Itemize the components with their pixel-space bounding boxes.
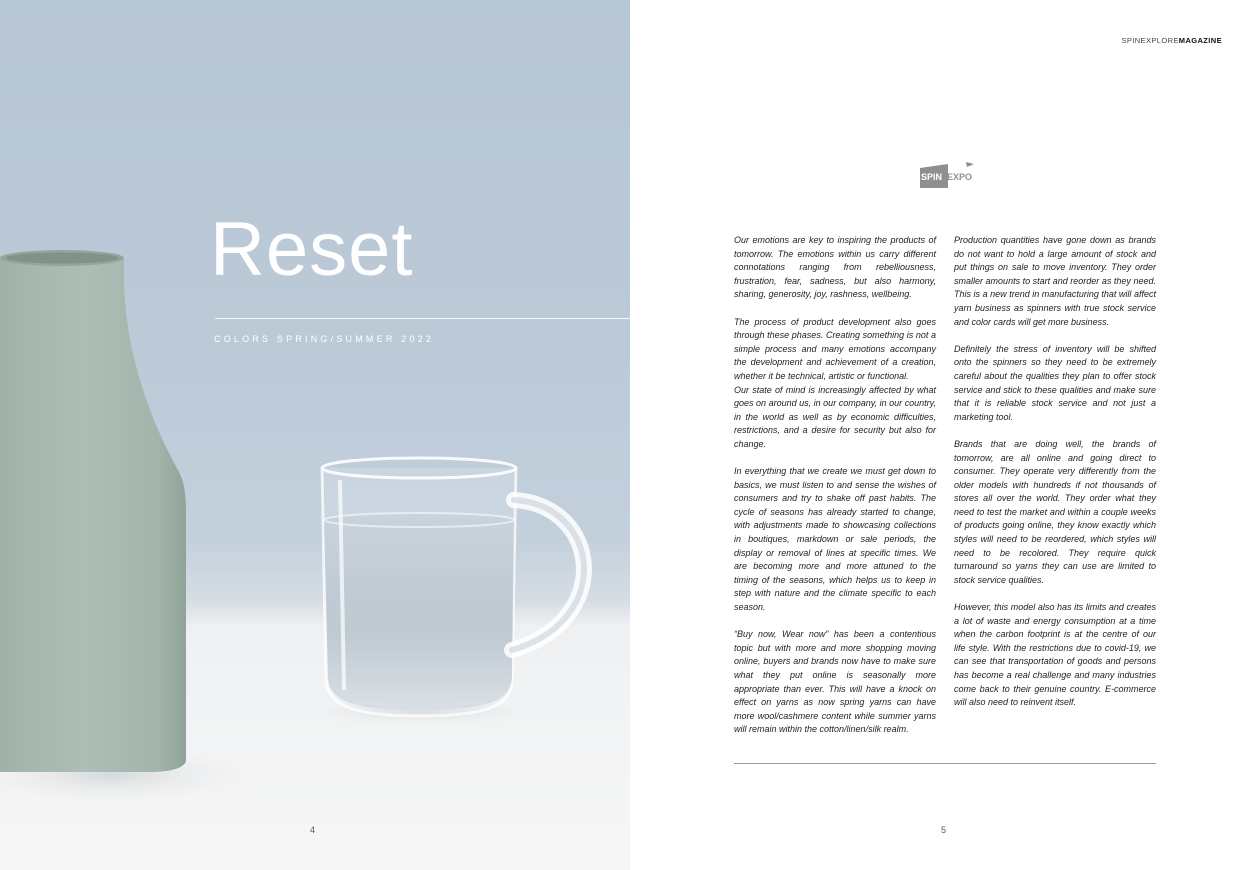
paragraph: Our state of mind is increasingly affected by what goes on around us, in our company, in our country, in the world as well as by economic difficulties, restrictions, and a desire for security but also for change. [734, 384, 936, 449]
logo-text-left: SPIN [921, 172, 943, 182]
article-headline: Reset [210, 207, 414, 292]
paragraph: Our emotions are key to inspiring the products of tomorrow. The emotions within us carry different connotations ranging from rebelliousness, frustration, fear, sadness, but also harmony, sharing, generosity, joy, rashness, wellbeing. [734, 235, 936, 300]
glass-mug [322, 458, 584, 716]
paragraph: Brands that are doing well, the brands of tomorrow, are all online and going direct to consumer. They operate very differently from the older models with hundreds if not thousands of stores all over the world. They order what they need to test the market and within a couple weeks of products going online, they know exactly which styles will need to be reordered, which styles will need to be recolored. They require quick turnaround so yarns they can use are limited to stock service qualities. [954, 438, 1156, 585]
page-number-right: 5 [941, 825, 947, 835]
paragraph: In everything that we create we must get down to basics, we must listen to and sense the wishes of consumers and try to shake off past habits. The cycle of seasons has already started to change, with adjustments made to showcasing collections in boutiques, markdown or sale periods, the display or removal of lines at specific times. We are becoming more and more attuned to the timing of the seasons, which helps us to keep in step with nature and the climate specific to each season. [734, 466, 936, 613]
running-head-brand: SPINEXPLORE [1121, 36, 1179, 45]
text-column-1 [734, 234, 936, 751]
headline-divider [215, 318, 630, 319]
running-head-section: MAGAZINE [1178, 36, 1222, 45]
running-head [1121, 36, 1222, 45]
right-page [630, 0, 1260, 870]
page-number-left: 4 [310, 825, 316, 835]
text-column-2 [954, 234, 1156, 723]
paragraph: Definitely the stress of inventory will be shifted onto the spinners so they need to be extremely careful about the qualities they plan to offer stock service and stick to these qualities and make sure that it is reliable stock service and not just a marketing tool. [954, 343, 1156, 422]
article-subheading: COLORS SPRING/SUMMER 2022 [214, 334, 435, 344]
logo-text-right: EXPO [947, 172, 973, 182]
footer-divider [734, 763, 1156, 764]
spinexpo-logo [918, 160, 978, 192]
paragraph: However, this model also has its limits and creates a lot of waste and energy consumption at a time when the carbon footprint is at the centre of our life style. With the restrictions due to covid-19, we can see that transportation of goods and persons has become a real challenge and many industries come back to their genuine country. E-commerce will also need to reinvent itself. [954, 602, 1156, 708]
paragraph: “Buy now, Wear now” has been a contentious topic but with more and more shopping moving online, buyers and brands now have to make sure what they put online is seasonally more appropriate than ever. This will have a knock on effect on yarns as now spring yarns can have more wool/cashmere content while summer yarns will remain within the cotton/linen/silk realm. [734, 629, 936, 735]
paragraph: Production quantities have gone down as brands do not want to hold a large amount of stock and put things on sale to move inventory. They order smaller amounts to start and reorder as they need. This is a new trend in manufacturing that will affect yarn business as spinners with true stock service and color cards will get more business. [954, 235, 1156, 327]
paragraph: The process of product development also goes through these phases. Creating something is not a simple process and many emotions accompany the development and achievement of a creation, whether it be technical, artistic or functional. [734, 316, 936, 381]
